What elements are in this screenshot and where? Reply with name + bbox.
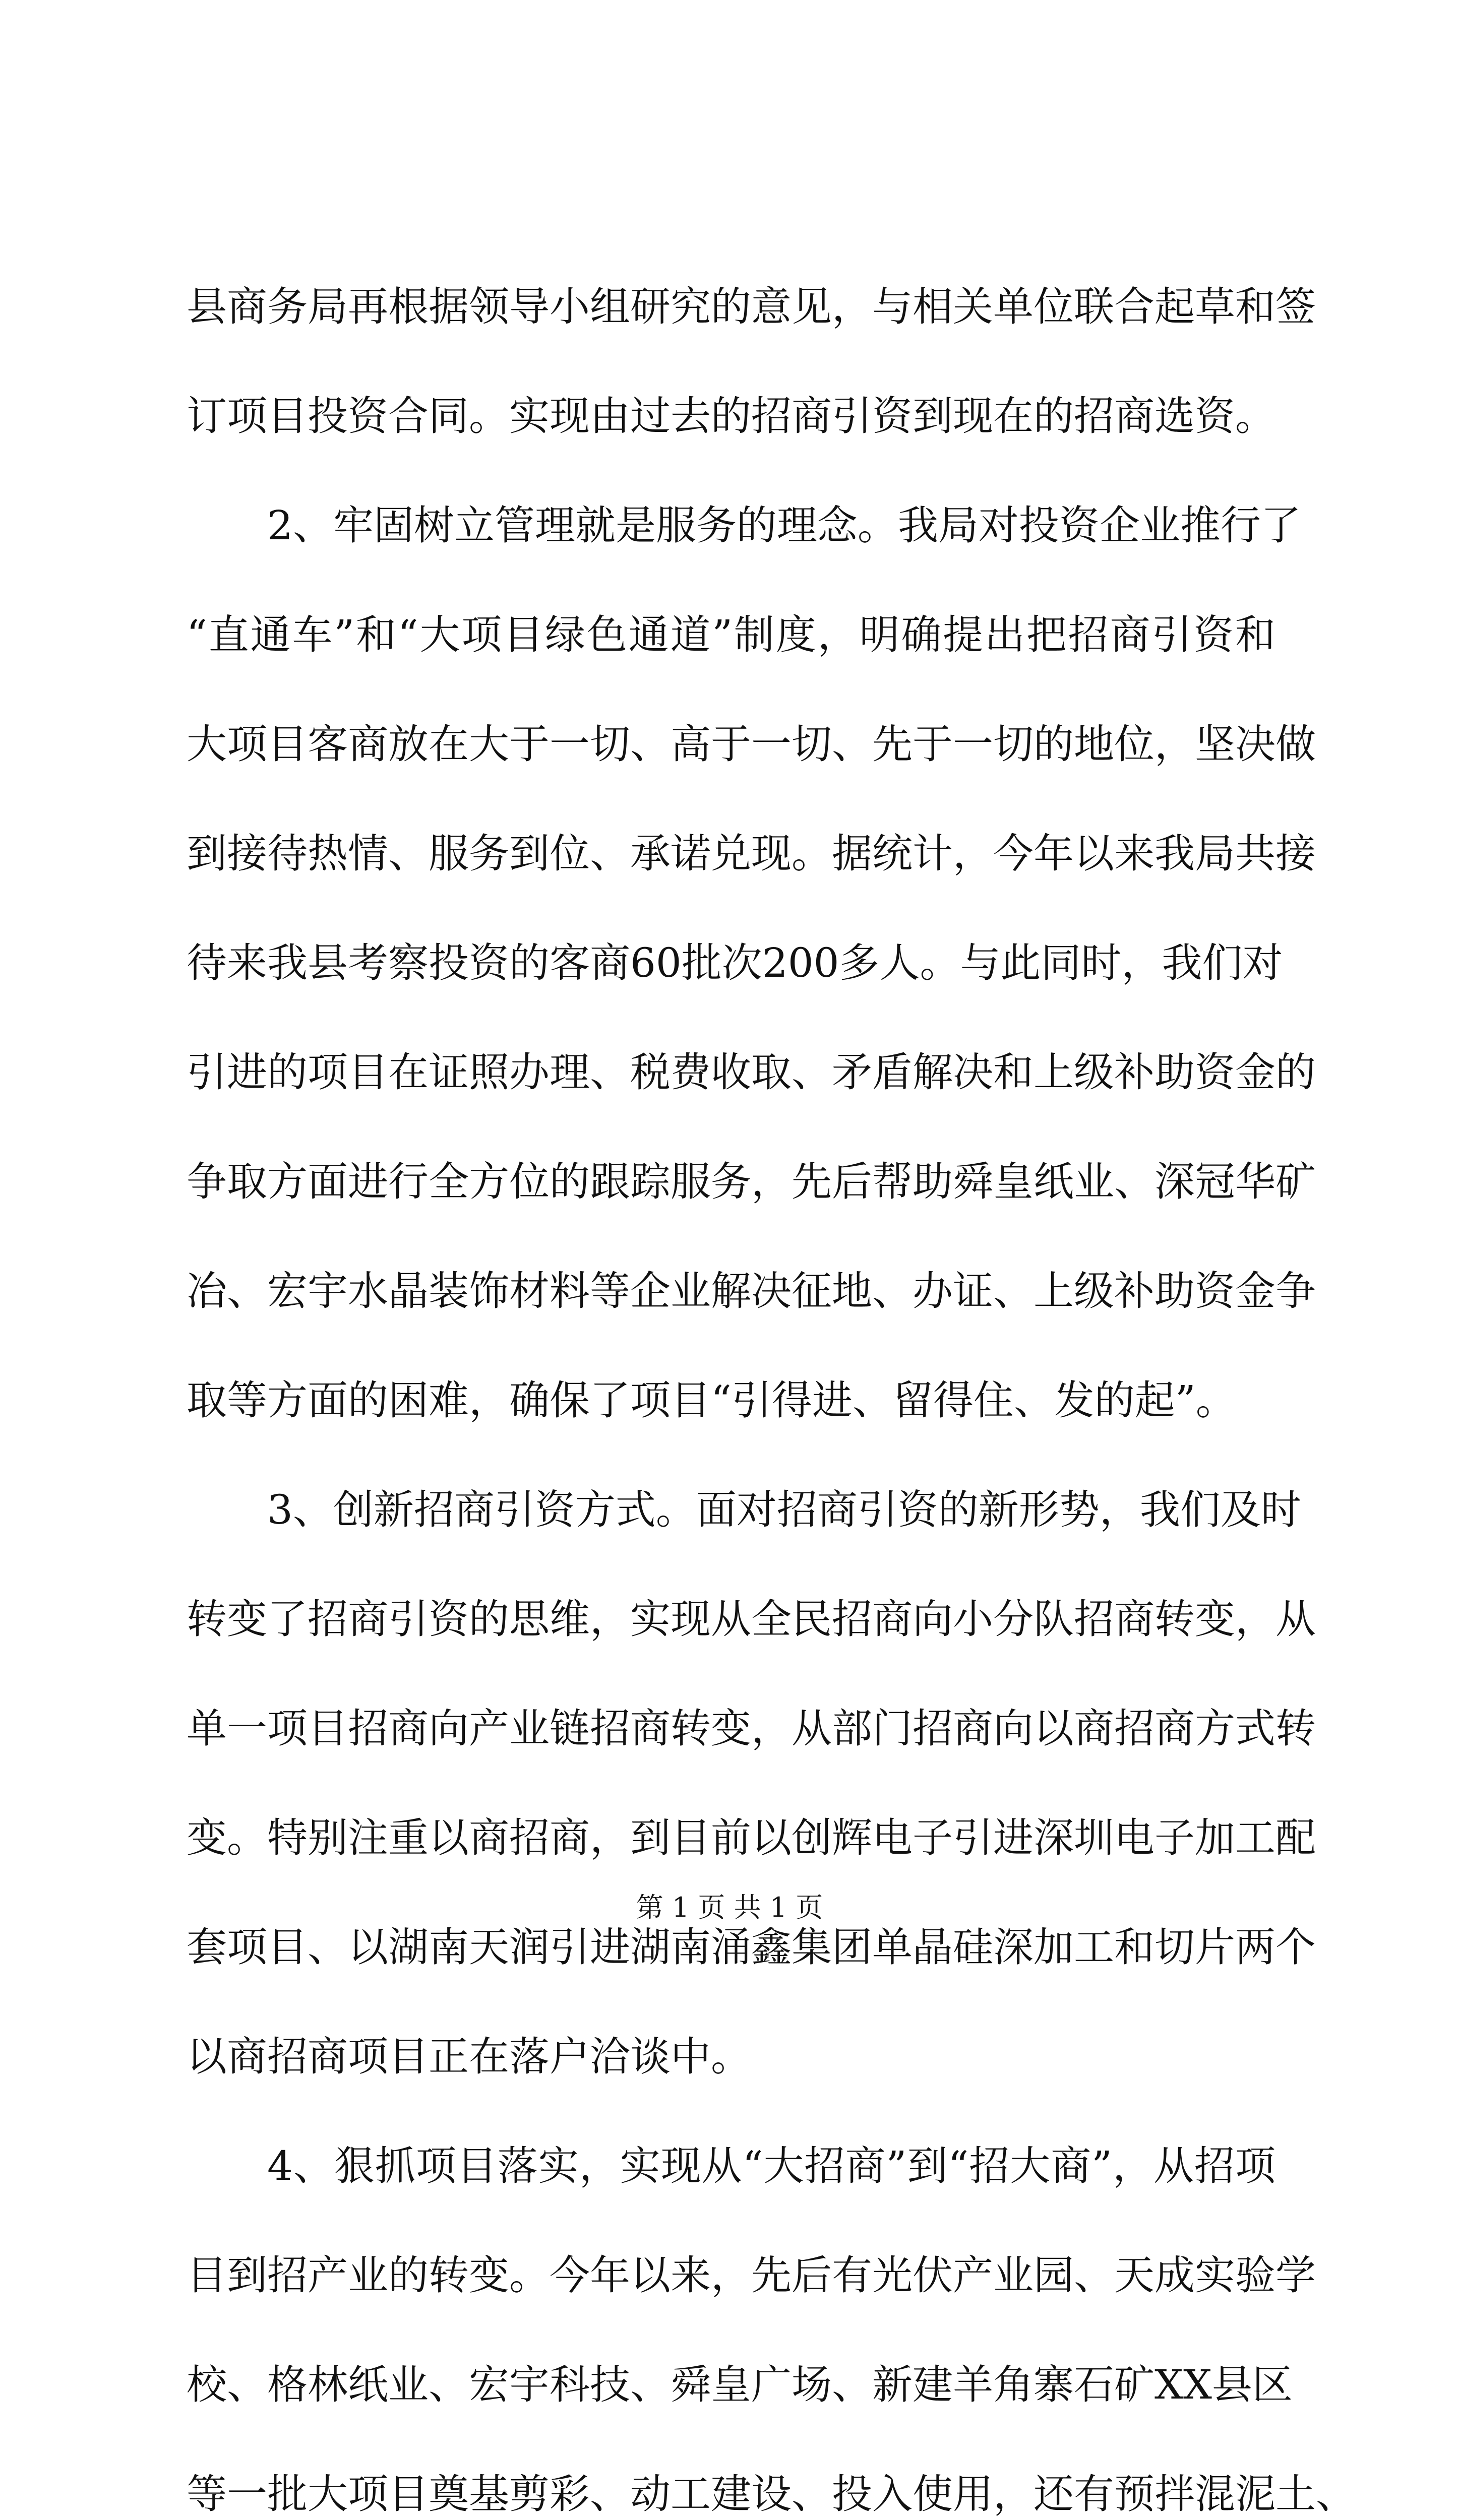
text-line: 大项目客商放在大于一切、高于一切、先于一切的地位，坚决做 (187, 721, 1316, 768)
text-line: 引进的项目在证照办理、税费收取、矛盾解决和上级补助资金的 (187, 1049, 1316, 1096)
text-line: 目到招产业的转变。今年以来，先后有光伏产业园、天成实验学 (187, 2252, 1316, 2299)
text-line: 4、狠抓项目落实，实现从“大招商”到“招大商”，从招项 (267, 2143, 1275, 2189)
text-line: 转变了招商引资的思维，实现从全民招商向小分队招商转变，从 (187, 1596, 1316, 1643)
paragraph-4 (187, 2111, 1356, 2520)
paragraph-2 (187, 471, 1316, 1455)
text-line: 等一批大项目奠基剪彩、动工建设、投入使用，还有预拌混泥土、 (187, 2471, 1356, 2517)
paragraph-1 (187, 252, 1316, 471)
text-line: 县商务局再根据领导小组研究的意见，与相关单位联合起草和签 (187, 283, 1316, 330)
text-line: 变。特别注重以商招商，到目前以创辉电子引进深圳电子加工配 (187, 1814, 1316, 1861)
text-line: 待来我县考察投资的客商60批次200多人。与此同时，我们对 (187, 939, 1283, 986)
text-line: 争取方面进行全方位的跟踪服务，先后帮助舜皇纸业、深冠华矿 (187, 1158, 1316, 1205)
text-line: 订项目投资合同。实现由过去的招商引资到现在的招商选资。 (187, 393, 1275, 439)
paragraph-3 (187, 1455, 1316, 2111)
text-line: 以商招商项目正在落户洽谈中。 (187, 2033, 751, 2080)
page-number-label: 第 1 页 共 1 页 (636, 1892, 823, 1923)
text-line: 单一项目招商向产业链招商转变，从部门招商向以商招商方式转 (187, 1705, 1316, 1752)
text-line: 2、牢固树立管理就是服务的理念。我局对投资企业推行了 (267, 502, 1301, 549)
text-line: 3、创新招商引资方式。面对招商引资的新形势，我们及时 (267, 1486, 1301, 1533)
text-line: 取等方面的困难，确保了项目“引得进、留得住、发的起”。 (187, 1377, 1236, 1424)
text-line: 套项目、以湖南天润引进湖南涌鑫集团单晶硅深加工和切片两个 (187, 1924, 1316, 1971)
text-line: 校、格林纸业、宏宇科技、舜皇广场、新建羊角寨石矿XX县区 (187, 2361, 1293, 2408)
document-body (187, 252, 1356, 2520)
text-line: “直通车”和“大项目绿色通道”制度，明确提出把招商引资和 (187, 611, 1275, 658)
page-footer (0, 1887, 1459, 1928)
text-line: 冶、宏宇水晶装饰材料等企业解决征地、办证、上级补助资金争 (187, 1268, 1316, 1314)
text-line: 到接待热情、服务到位、承诺兑现。据统计，今年以来我局共接 (187, 830, 1316, 877)
